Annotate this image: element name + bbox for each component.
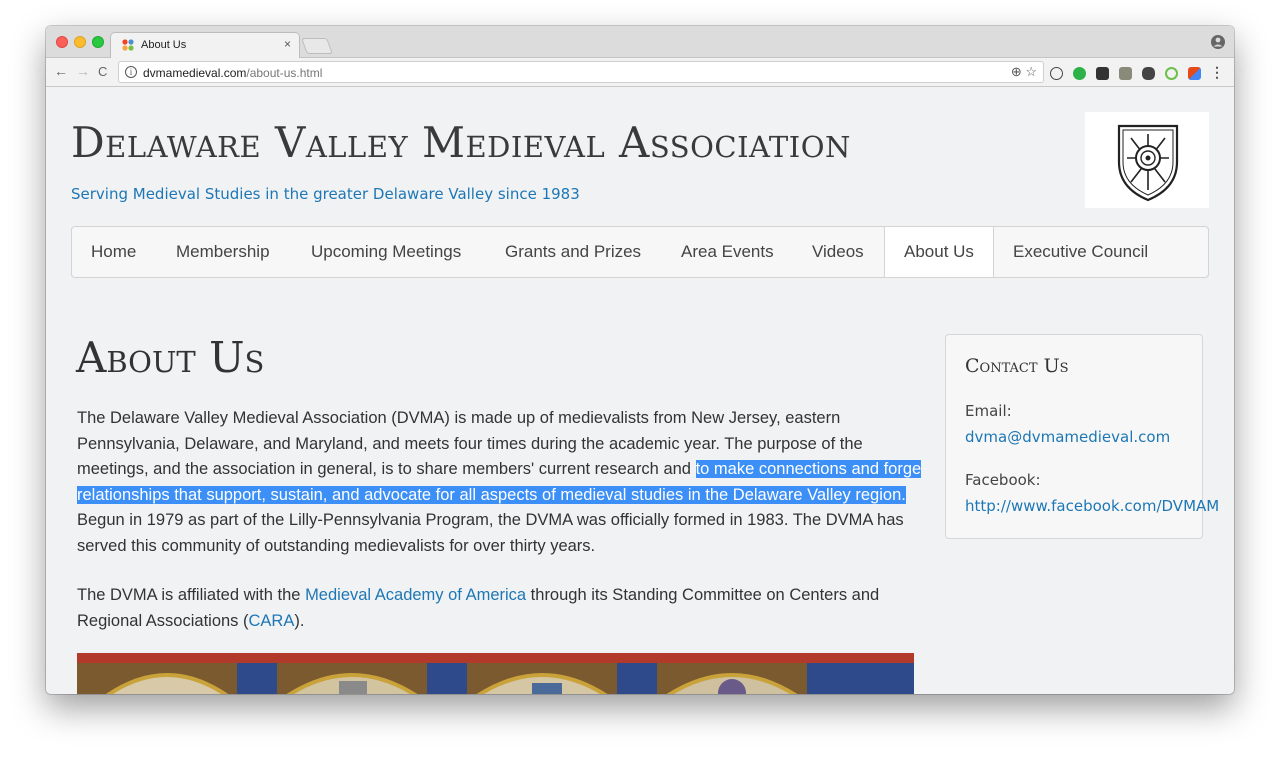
url-path: /about-us.html bbox=[246, 66, 323, 80]
tab-close-icon[interactable]: × bbox=[283, 37, 291, 51]
nav-about-us[interactable]: About Us bbox=[884, 227, 994, 277]
nav-area-events[interactable]: Area Events bbox=[681, 242, 774, 261]
medieval-academy-link[interactable]: Medieval Academy of America bbox=[305, 586, 527, 604]
cara-link[interactable]: CARA bbox=[248, 611, 295, 630]
email-link[interactable]: dvma@dvmamedieval.com bbox=[965, 428, 1171, 446]
site-tagline: Serving Medieval Studies in the greater Delaware Valley since 1983 bbox=[71, 185, 580, 203]
main-nav bbox=[71, 226, 1209, 278]
extension-grammarly-icon[interactable] bbox=[1073, 67, 1086, 80]
browser-tab[interactable] bbox=[110, 32, 300, 59]
nav-grants-and-prizes[interactable]: Grants and Prizes bbox=[505, 242, 642, 261]
reload-icon[interactable]: C bbox=[98, 64, 108, 79]
nav-videos[interactable]: Videos bbox=[812, 242, 864, 261]
shield-logo-icon bbox=[1085, 112, 1209, 208]
facebook-label: Facebook: bbox=[965, 471, 1041, 489]
nav-membership[interactable]: Membership bbox=[176, 242, 270, 261]
contact-title: Contact Us bbox=[965, 355, 1069, 377]
url-host: dvmamedieval.com bbox=[143, 66, 247, 80]
p2-text-end: ). bbox=[294, 611, 305, 630]
profile-icon[interactable] bbox=[1210, 34, 1226, 50]
browser-window bbox=[46, 26, 1234, 694]
maximize-window-button[interactable] bbox=[92, 36, 104, 48]
nav-home[interactable]: Home bbox=[91, 242, 137, 261]
site-logo[interactable] bbox=[1085, 112, 1209, 208]
close-window-button[interactable] bbox=[56, 36, 68, 48]
browser-toolbar bbox=[46, 58, 1234, 87]
extension-image-icon[interactable] bbox=[1119, 67, 1132, 80]
extension-refresh-icon[interactable] bbox=[1165, 67, 1178, 80]
site-title[interactable]: Delaware Valley Medieval Association bbox=[71, 118, 851, 167]
joomla-favicon-icon bbox=[121, 38, 135, 52]
contact-panel bbox=[945, 334, 1220, 539]
zoom-bookmark-icons[interactable]: ⊕ ☆ bbox=[1010, 64, 1037, 79]
selected-text: to make connections and forge relationships that support, sustain, and advocate for all aspects of medieval studies in the Delaware Valley region. bbox=[77, 460, 922, 504]
address-bar[interactable] bbox=[118, 61, 1044, 83]
back-icon[interactable]: ← bbox=[54, 63, 68, 79]
p1-text-end: Begun in 1979 as part of the Lilly-Pennsylvania Program, the DVMA was officially formed in 1983. The DVMA has served this community of outstanding medievalists for over thirty years. bbox=[77, 511, 904, 555]
about-paragraph-1 bbox=[77, 406, 927, 559]
about-paragraph-2 bbox=[77, 583, 927, 634]
p1-text-start: The Delaware Valley Medieval Association (DVMA) is made up of medievalists from New Jersey, eastern Pennsylvania, Delaware, and Maryland, and meets four times during the academic year. The purpose of the meetings, and the association in general, is to share members' current research and bbox=[77, 409, 863, 478]
nav-executive-council[interactable]: Executive Council bbox=[1013, 242, 1149, 261]
facebook-link[interactable]: http://www.facebook.com/DVMAM bbox=[965, 497, 1220, 515]
extension-color-icon[interactable] bbox=[1188, 67, 1201, 80]
extension-icons bbox=[1050, 64, 1201, 82]
email-label: Email: bbox=[965, 402, 1012, 420]
extension-1password-icon[interactable] bbox=[1050, 67, 1063, 80]
url-text[interactable] bbox=[143, 66, 322, 80]
tab-strip bbox=[46, 26, 1234, 58]
minimize-window-button[interactable] bbox=[74, 36, 86, 48]
p2-text-middle: through its Standing Committee on Centers and Regional Associations ( bbox=[77, 586, 880, 630]
manuscript-illustration bbox=[77, 653, 914, 694]
extension-x-icon[interactable] bbox=[1096, 67, 1109, 80]
menu-icon[interactable]: ⋮ bbox=[1210, 64, 1224, 80]
extension-evernote-icon[interactable] bbox=[1142, 67, 1155, 80]
forward-icon[interactable]: → bbox=[76, 63, 90, 79]
web-page bbox=[46, 88, 1234, 694]
page-title: About Us bbox=[76, 333, 265, 382]
nav-upcoming-meetings[interactable]: Upcoming Meetings bbox=[311, 242, 462, 261]
illuminated-manuscript-image bbox=[77, 653, 914, 694]
p2-text-start: The DVMA is affiliated with the bbox=[77, 586, 306, 604]
tab-title: About Us bbox=[141, 39, 187, 51]
site-info-icon[interactable]: i bbox=[125, 66, 137, 78]
new-tab-button[interactable] bbox=[301, 38, 333, 54]
